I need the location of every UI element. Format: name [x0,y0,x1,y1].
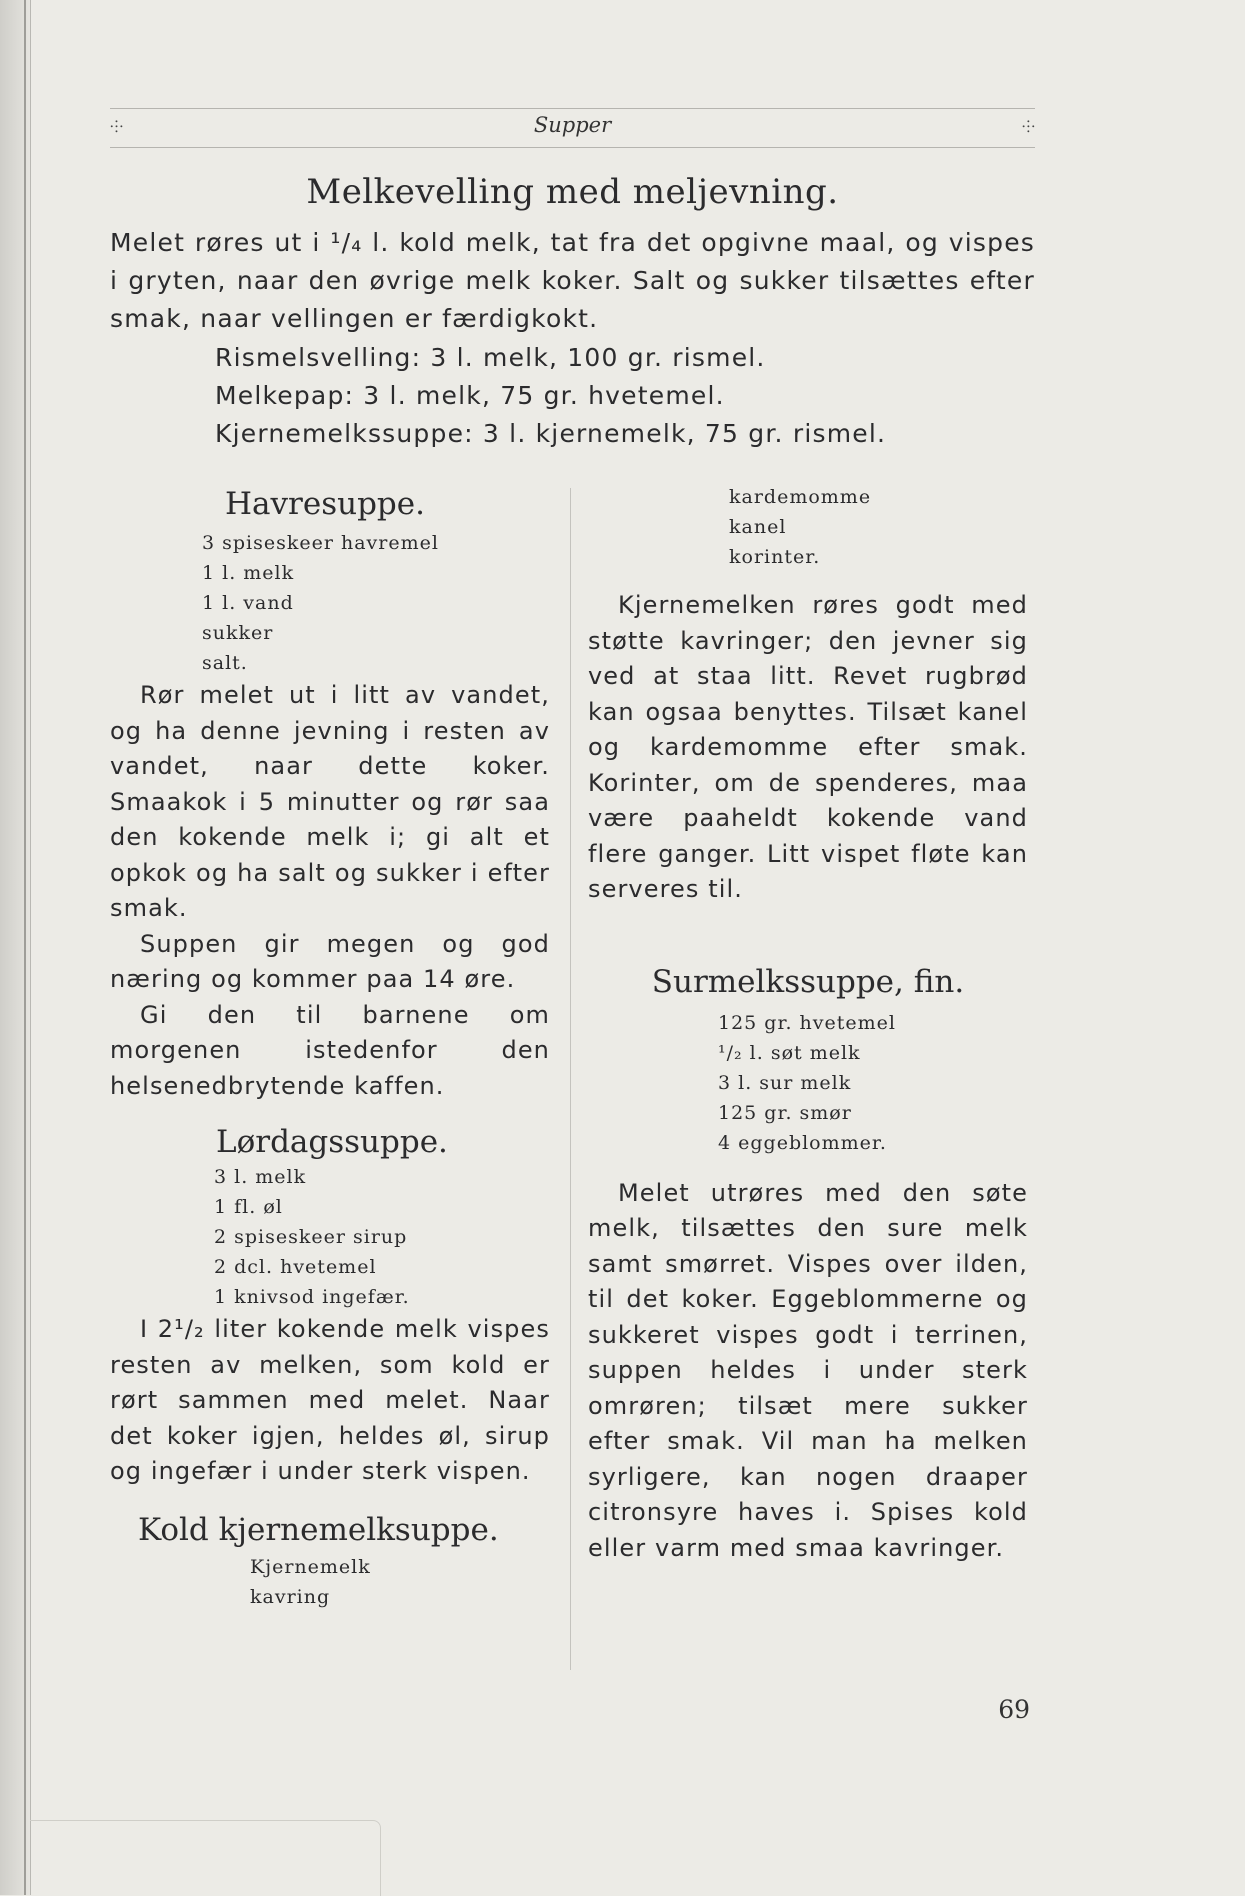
variant-line: Melkepap: 3 l. melk, 75 gr. hvetemel. [215,381,725,410]
running-head-title: Supper [533,113,612,137]
paragraph: Suppen gir megen og god næring og kommer paa 14 øre. [110,929,550,993]
ingredient-item: 3 l. melk [214,1166,307,1188]
recipe-kold-kjernemelksuppe [110,1508,550,1612]
ingredient-item: 1 l. vand [202,592,294,614]
ingredient-item: 2 spiseskeer sirup [214,1226,408,1248]
paragraph: Melet utrøres med den søte melk, tilsættes den sure melk samt smørret. Vispes over ilden, til det koker. Eggeblommerne og sukkeret vispes godt i terrinen, suppen heldes i under sterk omrøren; tilsæt mere sukker efter smak. Vil man ha melken syrligere, kan nogen draaper citronsyre haves i. Spises kold eller varm med smaa kavringer. [588,1178,1028,1562]
recipe-surmelkssuppe [588,960,1028,1567]
column-divider [570,488,571,1670]
right-column [588,478,1028,1566]
variant-line: Kjernemelkssuppe: 3 l. kjernemelk, 75 gr. rismel. [215,419,887,448]
ingredient-item: ¹/₂ l. søt melk [718,1041,861,1064]
main-recipe-intro-text: Melet røres ut i ¹/₄ l. kold melk, tat fra det opgivne maal, og vispes i gryten, naar den øvrige melk koker. Salt og sukker tilsættes efter smak, naar vellingen er færdigkokt. [110,228,1035,333]
ingredient-item: 1 l. melk [202,562,295,584]
ingredient-item: 125 gr. smør [718,1101,852,1124]
ornament-left-icon: ⸭ [110,117,124,136]
recipe-instructions [110,678,550,1104]
paragraph: Rør melet ut i litt av vandet, og ha denne jevning i resten av vandet, naar dette koker. Smaakok i 5 minutter og rør saa den kokende melk i; gi alt et opkok og ha salt og sukker i efter smak. [110,681,550,922]
ingredient-item: salt. [202,652,248,674]
ingredient-item: 4 eggeblommer. [718,1131,887,1154]
ingredient-list [110,1552,550,1612]
ornament-right-icon: ⸭ [1021,117,1035,136]
main-recipe-title: Melkevelling med meljevning. [306,172,839,212]
recipe-instructions [588,1176,1028,1567]
ingredient-item: Kjernemelk [250,1555,371,1578]
paragraph: Kjernemelken røres godt med støtte kavringer; den jevner sig ved at staa litt. Revet rugbrød kan ogsaa benyttes. Tilsæt kanel og kardemomme efter smak. Korinter, om de spenderes, maa være paaheldt kokende vand flere ganger. Litt vispet fløte kan serveres til. [588,591,1028,903]
variant-line: Rismelsvelling: 3 l. melk, 100 gr. rismel. [215,343,766,372]
ingredient-item: kanel [729,516,787,538]
ingredient-item: 3 l. sur melk [718,1071,852,1094]
ingredient-list [110,1162,550,1312]
book-binding-edge [0,0,31,1895]
main-recipe-intro [110,224,1035,338]
ingredient-item: korinter. [729,546,821,568]
paragraph: Gi den til barnene om morgenen istedenfor den helsenedbrytende kaffen. [110,1000,550,1100]
recipe-title: Surmelkssuppe, fin. [651,963,965,1000]
ingredient-item: 1 knivsod ingefær. [214,1286,410,1308]
recipe-lordagssuppe [110,1120,550,1490]
ingredient-item: 125 gr. hvetemel [718,1011,896,1034]
ingredient-item: 1 fl. øl [214,1196,283,1218]
left-column [110,478,550,1612]
recipe-title: Lørdagssuppe. [216,1124,448,1160]
recipe-instructions [110,1312,550,1490]
main-recipe-variants [215,339,1035,453]
page-number: 69 [998,1695,1030,1724]
ingredient-list [110,528,550,678]
recipe-instructions-continued [588,588,1028,908]
recipe-title: Kold kjernemelksuppe. [138,1511,499,1548]
recipe-title: Havresuppe. [225,486,425,522]
ingredient-item: kavring [250,1585,331,1608]
recipe-havresuppe [110,482,550,1104]
running-head [110,108,1035,148]
ingredient-item: sukker [202,622,274,644]
ingredient-list-continued [588,482,1028,572]
paragraph: I 2¹/₂ liter kokende melk vispes resten av melken, som kold er rørt sammen med melet. Naar det koker igjen, heldes øl, sirup og ingefær i under sterk vispen. [110,1315,550,1485]
ingredient-item: 2 dcl. hvetemel [214,1256,377,1278]
ingredient-item: kardemomme [729,486,872,508]
ingredient-item: 3 spiseskeer havremel [202,532,439,554]
ingredient-list [588,1008,1028,1158]
page-corner-fold [30,1820,381,1896]
